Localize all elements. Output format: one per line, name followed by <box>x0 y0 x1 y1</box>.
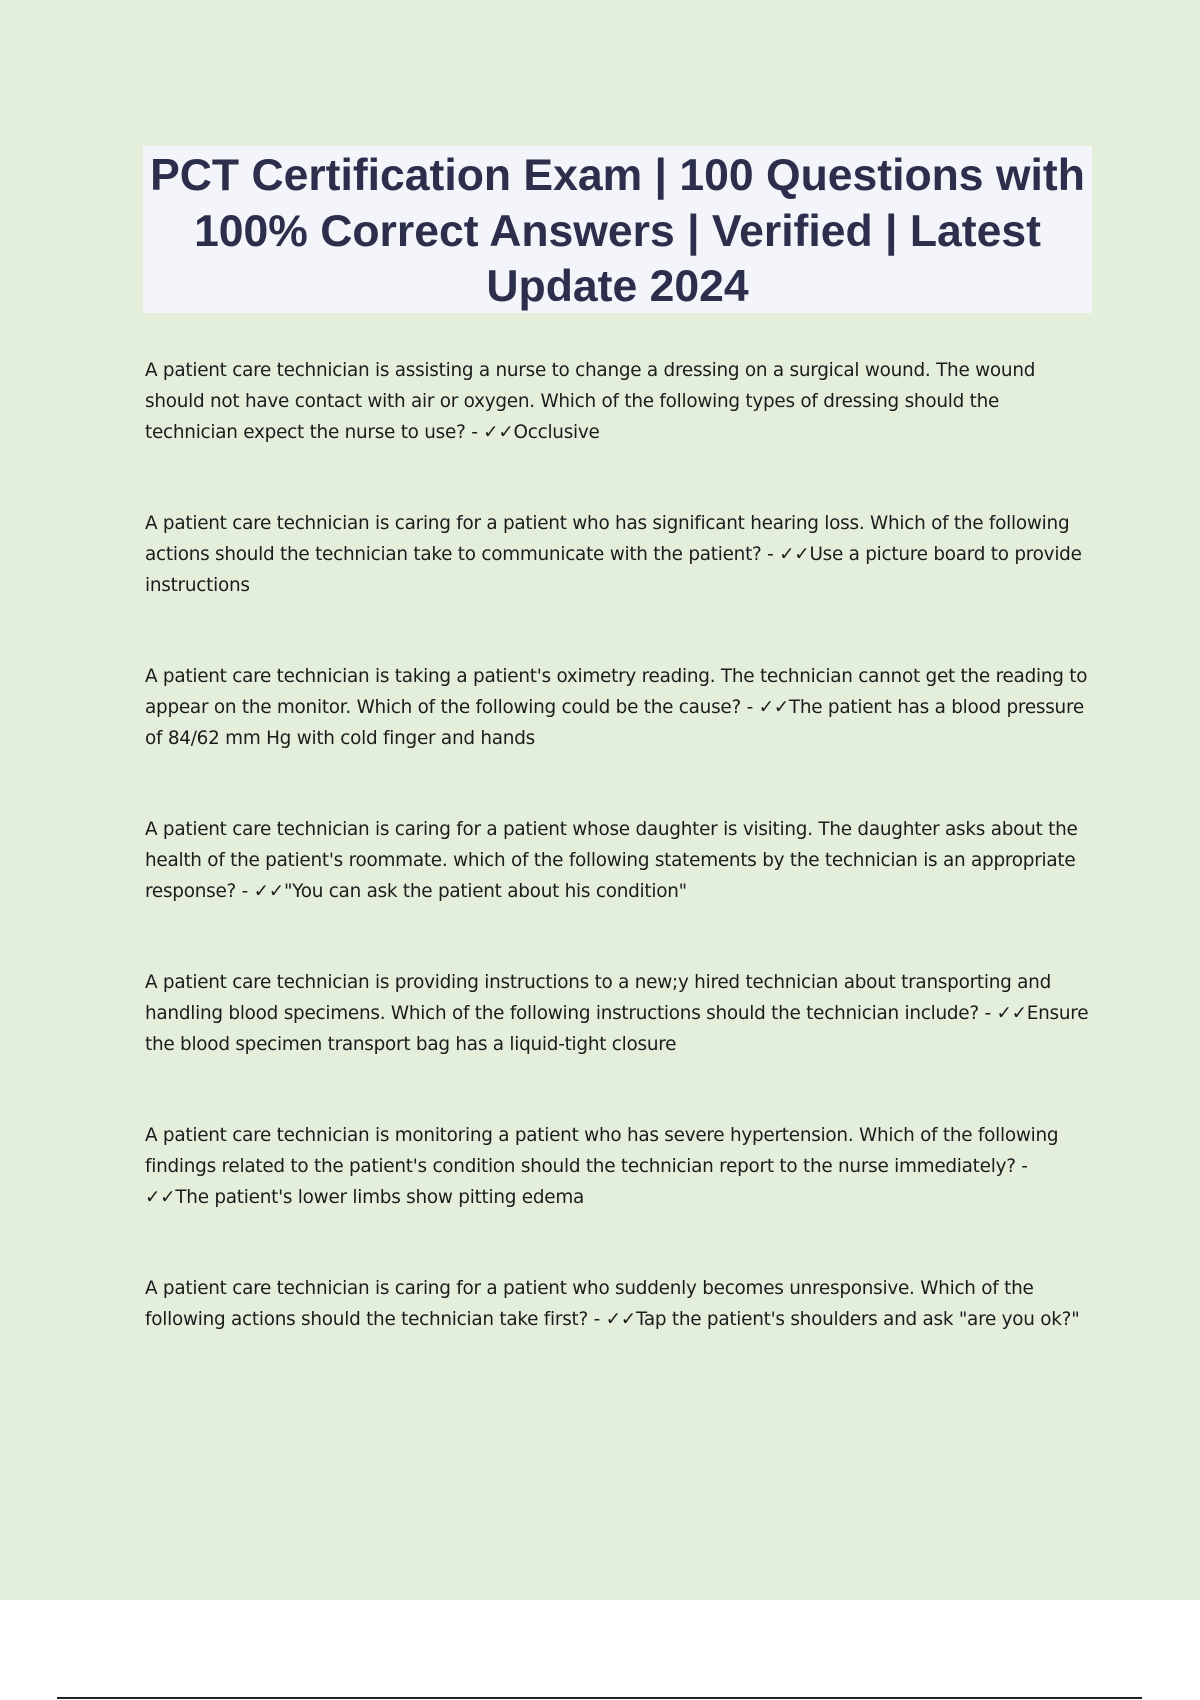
question-item <box>145 508 1095 601</box>
question-text: A patient care technician is monitoring a patient who has severe hypertension. Which of the following findings related to the patient's condition should the technician report to the nurse immediately? - <box>145 1125 1059 1177</box>
question-text: A patient care technician is taking a patient's oximetry reading. The technician cannot get the reading to appear on the monitor. Which of the following could be the cause? - <box>145 666 1088 718</box>
question-item <box>145 814 1095 907</box>
question-list <box>145 355 1095 1395</box>
question-text: A patient care technician is caring for a patient whose daughter is visiting. The daughter asks about the health of the patient's roommate. which of the following statements by the technician is an appropriate response? - <box>145 819 1078 902</box>
title-box <box>143 146 1092 313</box>
question-text: A patient care technician is caring for a patient who has significant hearing loss. Which of the following actions should the technician take to communicate with the patient? - <box>145 513 1070 565</box>
footer-divider <box>57 1697 1142 1699</box>
answer-text: ✓✓The patient has a blood pressure of 84/62 mm Hg with cold finger and hands <box>145 697 1084 749</box>
answer-text: ✓✓Tap the patient's shoulders and ask "are you ok?" <box>605 1309 1080 1330</box>
question-item <box>145 355 1095 448</box>
question-text: A patient care technician is providing instructions to a new;y hired technician about transporting and handling blood specimens. Which of the following instructions should the technician include? - <box>145 972 1052 1024</box>
answer-text: ✓✓Use a picture board to provide instructions <box>145 544 1082 596</box>
question-item <box>145 1120 1095 1213</box>
document-title: PCT Certification Exam | 100 Questions with 100% Correct Answers | Verified | Latest Update 2024 <box>150 151 1085 311</box>
answer-text: ✓✓Ensure the blood specimen transport bag has a liquid-tight closure <box>145 1003 1089 1055</box>
question-item <box>145 661 1095 754</box>
answer-text: ✓✓Occlusive <box>483 422 600 443</box>
answer-text: ✓✓"You can ask the patient about his condition" <box>253 881 687 902</box>
question-text: A patient care technician is caring for a patient who suddenly becomes unresponsive. Which of the following actions should the technician take first? - <box>145 1278 1034 1330</box>
question-item <box>145 1273 1095 1335</box>
question-item <box>145 967 1095 1060</box>
answer-text: ✓✓The patient's lower limbs show pitting edema <box>145 1187 585 1208</box>
question-text: A patient care technician is assisting a nurse to change a dressing on a surgical wound. The wound should not have contact with air or oxygen. Which of the following types of dressing should the technician expect the nurse to use? - <box>145 360 1036 443</box>
